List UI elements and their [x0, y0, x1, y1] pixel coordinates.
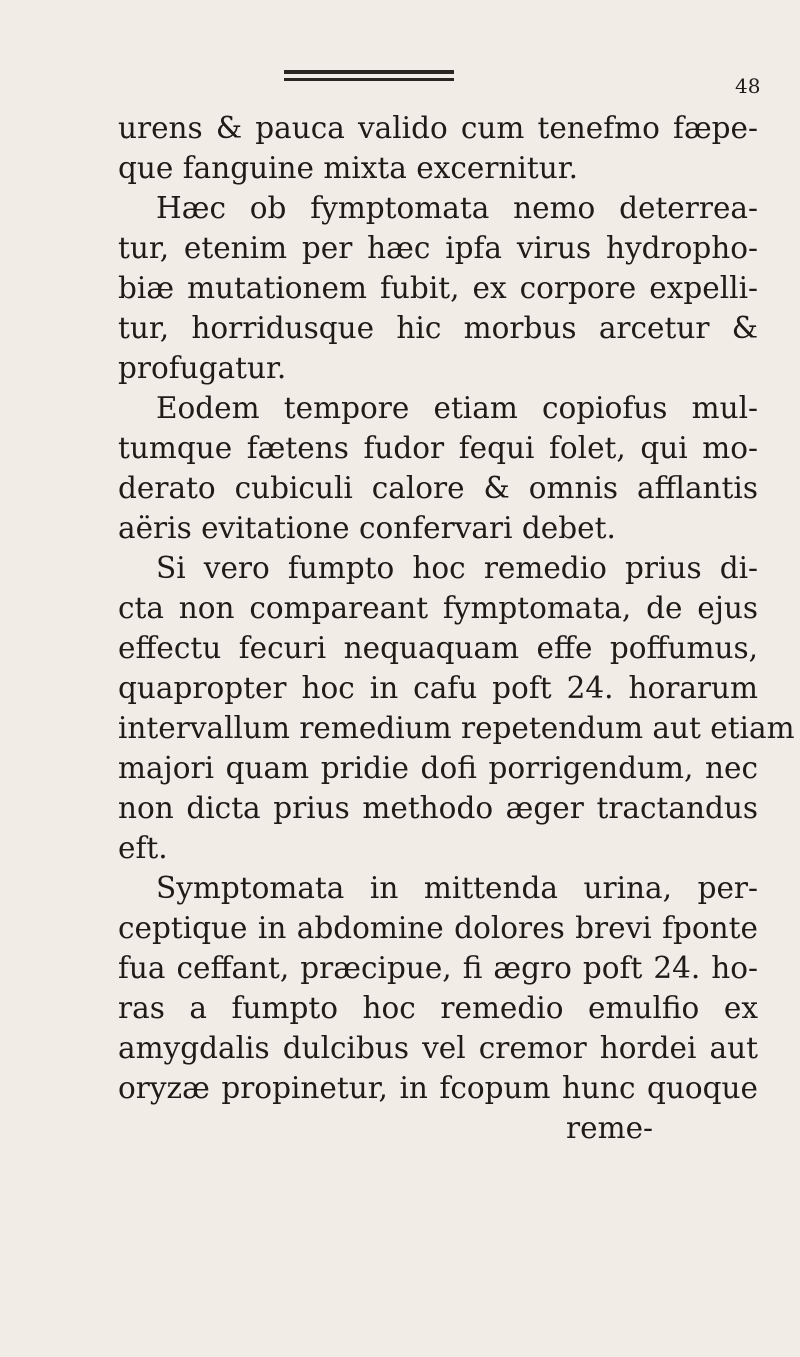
text-line: derato cubiculi calore & omnis afflantis: [118, 471, 758, 505]
catchword: reme-: [566, 1111, 653, 1145]
text-line: que fanguine mixta excernitur.: [118, 151, 578, 185]
ornament-bar-bottom: [284, 78, 454, 81]
text-line: amygdalis dulcibus vel cremor hordei aut: [118, 1031, 758, 1065]
page-number: 48: [735, 74, 761, 98]
text-line: fua ceffant, præcipue, fi ægro poft 24. ho-: [118, 951, 758, 985]
paragraph-start-line: Si vero fumpto hoc remedio prius di-: [156, 551, 758, 585]
text-line: tur, horridusque hic morbus arcetur &: [118, 311, 758, 345]
text-line: oryzæ propinetur, in fcopum hunc quoque: [118, 1071, 758, 1105]
text-line: tur, etenim per hæc ipfa virus hydropho-: [118, 231, 758, 265]
header-ornament-rule: [284, 70, 454, 84]
text-line: ceptique in abdomine dolores brevi fponte: [118, 911, 758, 945]
text-line: urens & pauca valido cum tenefmo fæpe-: [118, 111, 758, 145]
paragraph-start-line: Hæc ob fymptomata nemo deterrea-: [156, 191, 758, 225]
text-line: tumque fætens fudor fequi folet, qui mo-: [118, 431, 758, 465]
text-line: cta non compareant fymptomata, de ejus: [118, 591, 758, 625]
text-line: intervallum remedium repetendum aut etiam: [118, 711, 795, 745]
paragraph-start-line: Symptomata in mittenda urina, per-: [156, 871, 758, 905]
text-line: ras a fumpto hoc remedio emulfio ex: [118, 991, 758, 1025]
text-line: aëris evitatione confervari debet.: [118, 511, 616, 545]
text-line: quapropter hoc in cafu poft 24. horarum: [118, 671, 758, 705]
text-line: profugatur.: [118, 351, 287, 385]
text-line: biæ mutationem fubit, ex corpore expelli-: [118, 271, 758, 305]
text-line: majori quam pridie dofi porrigendum, nec: [118, 751, 758, 785]
ornament-bar-top: [284, 70, 454, 74]
text-line: non dicta prius methodo æger tractandus: [118, 791, 758, 825]
text-line: eft.: [118, 831, 168, 865]
text-line: effectu fecuri nequaquam effe poffumus,: [118, 631, 758, 665]
paragraph-start-line: Eodem tempore etiam copiofus mul-: [156, 391, 758, 425]
body-text: [118, 108, 795, 1148]
